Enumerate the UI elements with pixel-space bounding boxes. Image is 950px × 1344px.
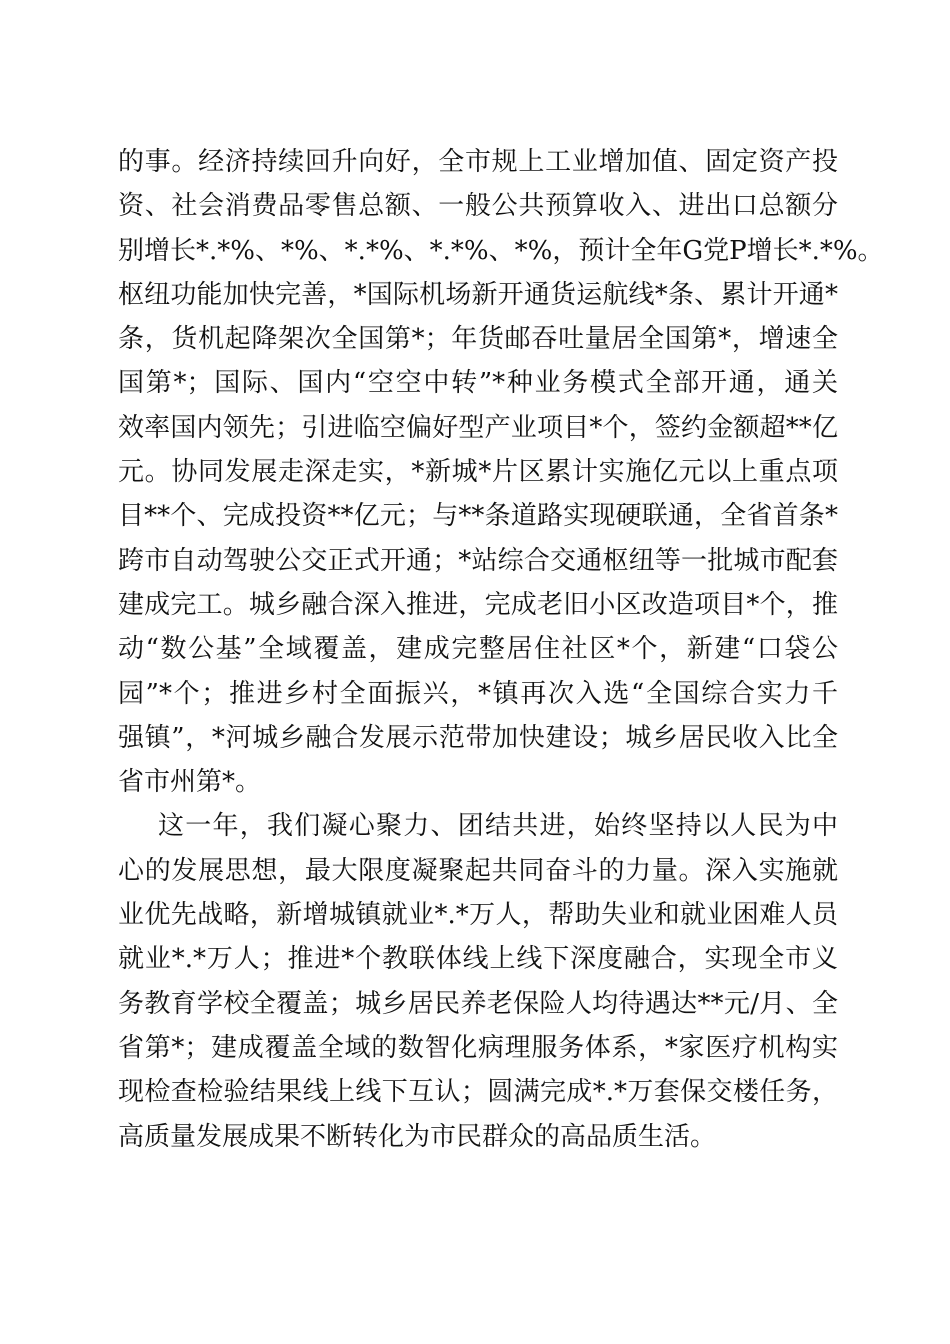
text-line: 效率国内领先；引进临空偏好型产业项目*个，签约金额超**亿	[118, 412, 838, 443]
text-line: 务教育学校全覆盖；城乡居民养老保险人均待遇达**元/月、全	[118, 988, 838, 1019]
text-line: 业优先战略，新增城镇就业*.*万人，帮助失业和就业困难人员	[118, 900, 838, 931]
text-line: 别增长*.*%、*%、*.*%、*.*%、*%，预计全年G党P增长*.*%。	[118, 235, 884, 266]
text-line: 动“数公基”全域覆盖，建成完整居住社区*个，新建“口袋公	[118, 634, 838, 665]
text-line: 省第*；建成覆盖全域的数智化病理服务体系，*家医疗机构实	[118, 1032, 838, 1063]
text-line: 的事。经济持续回升向好，全市规上工业增加值、固定资产投	[118, 147, 838, 177]
paragraph-1	[118, 140, 884, 804]
text-line: 省市州第*。	[118, 767, 262, 798]
paragraph-2	[118, 804, 838, 1158]
text-line: 目**个、完成投资**亿元；与**条道路实现硬联通，全省首条*	[118, 501, 838, 532]
text-line: 园”*个；推进乡村全面振兴，*镇再次入选“全国综合实力千	[118, 678, 838, 709]
text-line: 元。协同发展走深走实，*新城*片区累计实施亿元以上重点项	[118, 457, 838, 488]
text-line: 这一年，我们凝心聚力、团结共进，始终坚持以人民为中	[158, 811, 838, 842]
text-line: 条，货机起降架次全国第*；年货邮吞吐量居全国第*，增速全	[118, 324, 838, 355]
text-line: 资、社会消费品零售总额、一般公共预算收入、进出口总额分	[118, 191, 838, 222]
text-line: 国第*；国际、国内“空空中转”*种业务模式全部开通，通关	[118, 368, 838, 399]
text-line: 枢纽功能加快完善，*国际机场新开通货运航线*条、累计开通*	[118, 279, 838, 310]
body-text	[118, 140, 884, 1159]
text-line: 高质量发展成果不断转化为市民群众的高品质生活。	[118, 1121, 717, 1152]
text-line: 现检查检验结果线上线下互认；圆满完成*.*万套保交楼任务，	[118, 1077, 838, 1108]
text-line: 建成完工。城乡融合深入推进，完成老旧小区改造项目*个，推	[118, 589, 838, 620]
text-line: 强镇”，*河城乡融合发展示范带加快建设；城乡居民收入比全	[118, 722, 838, 753]
text-line: 跨市自动驾驶公交正式开通；*站综合交通枢纽等一批城市配套	[118, 545, 838, 576]
text-line: 就业*.*万人；推进*个教联体线上线下深度融合，实现全市义	[118, 944, 838, 975]
text-line: 心的发展思想，最大限度凝聚起共同奋斗的力量。深入实施就	[118, 855, 838, 886]
